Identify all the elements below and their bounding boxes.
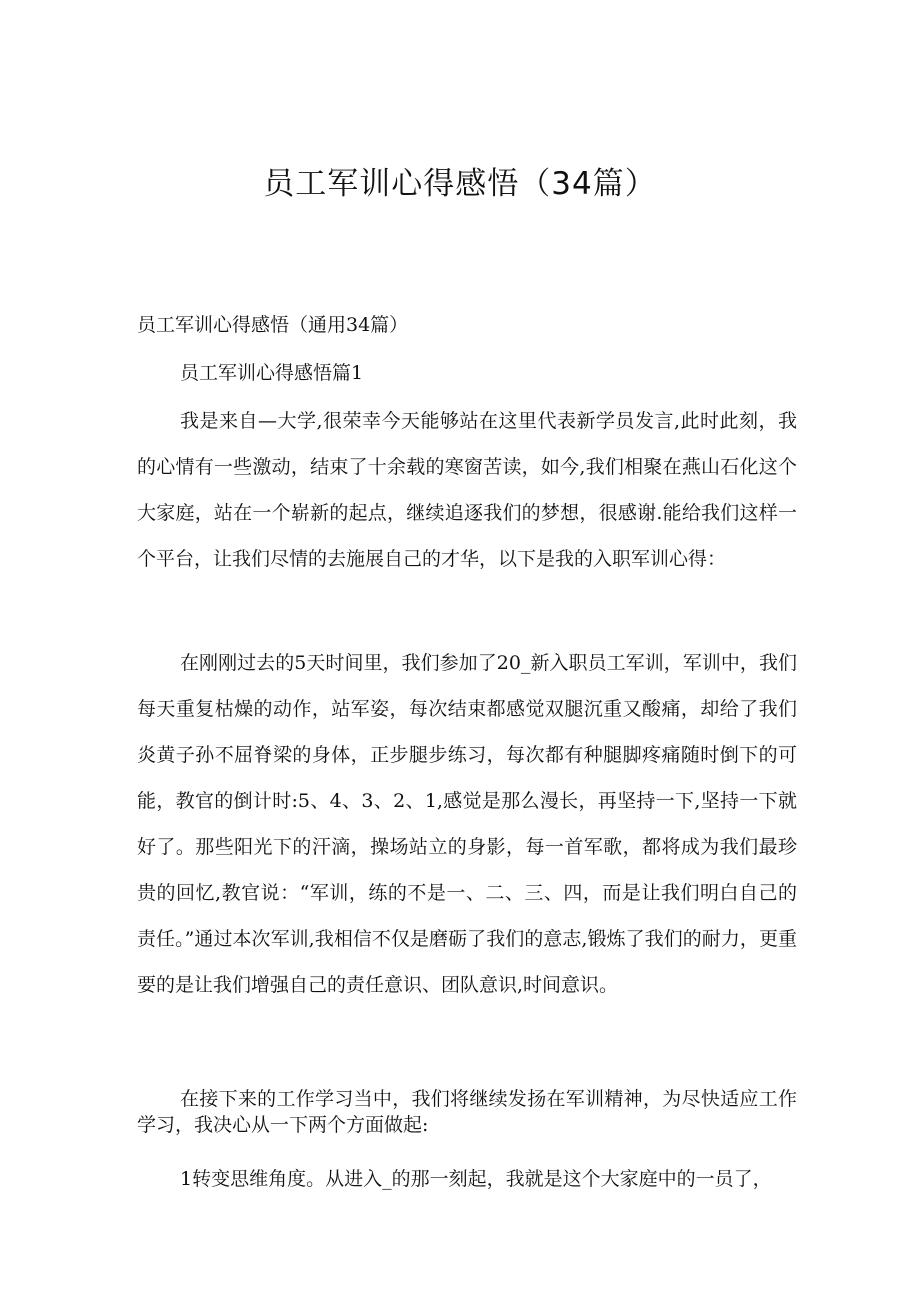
paragraph-1: 我是来自—大学,很荣幸今天能够站在这里代表新学员发言,此时此刻，我的心情有一些激动，结束了十余载的寒窗苦读，如今,我们相聚在燕山石化这个大家庭，站在一个崭新的起点，继续追逐我们的梦想，很感谢.能给我们这样一个平台，让我们尽情的去施展自己的才华，以下是我的入职军训心得： <box>137 410 797 570</box>
document-title: 员工军训心得感悟（34篇） <box>263 166 657 202</box>
section-heading: 员工军训心得感悟篇1 <box>180 362 364 384</box>
document-subtitle: 员工军训心得感悟（通用34篇） <box>137 314 409 336</box>
paragraph-2: 在刚刚过去的5天时间里，我们参加了20_新入职员工军训，军训中，我们每天重复枯燥的动作，站军姿，每次结束都感觉双腿沉重又酸痛，却给了我们炎黄子孙不屈脊梁的身体，正步腿步练习，每次都有种腿脚疼痛随时倒下的可能，教官的倒计时:5、4、3、2、1,感觉是那么漫长，再坚持一下,坚持一下就好了。那些阳光下的汗滴，操场站立的身影，每一首军歌，都将成为我们最珍贵的回忆,教官说：“军训，练的不是一、二、三、四，而是让我们明白自己的责任。”通过本次军训,我相信不仅是磨砺了我们的意志,锻炼了我们的耐力，更重要的是让我们增强自己的责任意识、团队意识,时间意识。 <box>137 652 797 996</box>
paragraph-4: 1转变思维角度。从进入_的那一刻起，我就是这个大家庭中的一员了， <box>180 1168 772 1190</box>
paragraph-3: 在接下来的工作学习当中，我们将继续发扬在军训精神，为尽快适应工作学习，我决心从一下两个方面做起: <box>137 1088 797 1136</box>
